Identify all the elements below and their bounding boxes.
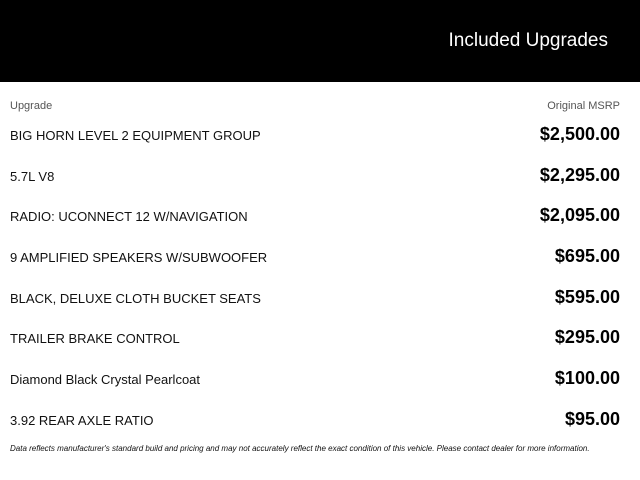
- upgrade-price: $2,500.00: [539, 124, 620, 144]
- upgrade-price: $695.00: [554, 246, 620, 267]
- upgrade-price: $100.00: [554, 368, 620, 389]
- upgrade-row: [0, 237, 640, 278]
- upgrade-price: $95.00: [564, 408, 620, 429]
- upgrade-column-header: Upgrade: [10, 100, 53, 112]
- upgrade-row: [0, 278, 640, 319]
- upgrade-name: BLACK, DELUXE CLOTH BUCKET SEATS: [10, 290, 261, 306]
- upgrade-name: TRAILER BRAKE CONTROL: [10, 331, 180, 347]
- upgrade-price: $295.00: [554, 327, 620, 348]
- disclaimer-text: Data reflects manufacturer's standard build and pricing and may not accurately reflect the exact condition of this vehicle. Please contact dealer for more information.: [10, 444, 590, 453]
- upgrade-name: BIG HORN LEVEL 2 EQUIPMENT GROUP: [10, 128, 261, 143]
- upgrade-row: [0, 115, 640, 156]
- upgrade-row: [0, 318, 640, 359]
- upgrade-price: $2,295.00: [539, 164, 620, 185]
- upgrade-price: $2,095.00: [539, 205, 620, 226]
- upgrade-name: 5.7L V8: [10, 168, 55, 184]
- upgrade-row: [0, 359, 640, 400]
- upgrade-row: [0, 400, 640, 441]
- upgrade-row: [0, 196, 640, 237]
- upgrade-price: $595.00: [554, 286, 620, 307]
- upgrade-name: Diamond Black Crystal Pearlcoat: [10, 372, 201, 388]
- upgrade-name: RADIO: UCONNECT 12 W/NAVIGATION: [10, 209, 248, 225]
- msrp-column-header: Original MSRP: [547, 100, 620, 112]
- page-title: Included Upgrades: [448, 30, 608, 51]
- header-bar: [0, 0, 640, 82]
- upgrade-name: 3.92 REAR AXLE RATIO: [10, 412, 154, 428]
- upgrade-row: [0, 156, 640, 197]
- upgrade-name: 9 AMPLIFIED SPEAKERS W/SUBWOOFER: [10, 250, 268, 266]
- upgrades-list: [0, 115, 640, 441]
